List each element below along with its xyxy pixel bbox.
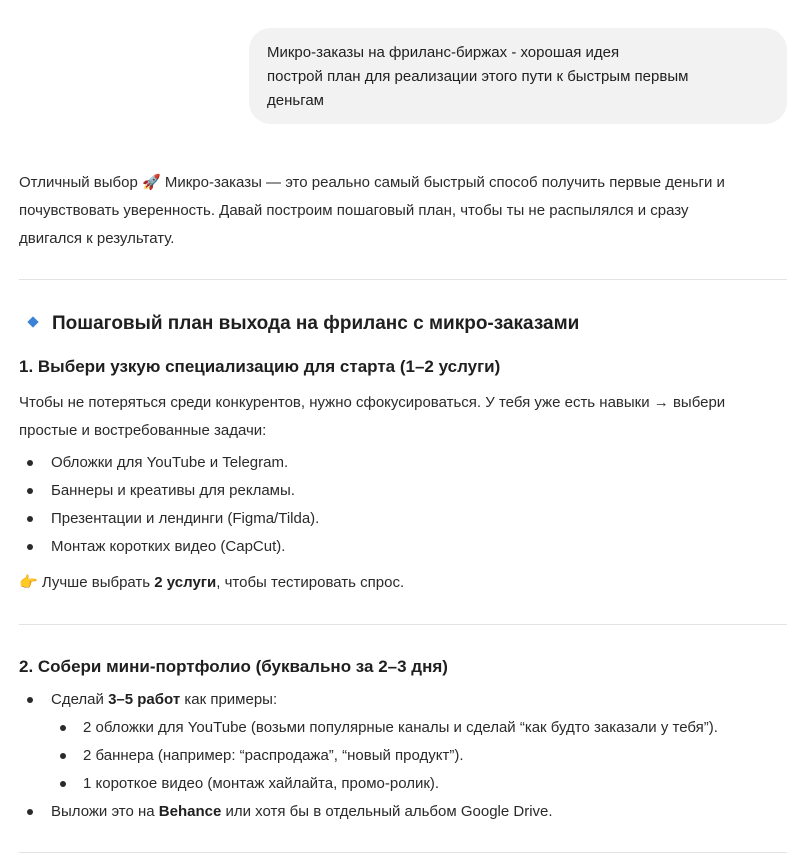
intro-text: Отличный выбор [19,174,138,191]
divider [19,279,787,280]
user-message-line: построй план для реализации этого пути к быстрым первым [267,68,689,85]
tip-text: , чтобы тестировать спрос. [216,574,405,591]
list-item [51,798,553,826]
bullet-icon [60,781,66,787]
step1-title: 1. Выбери узкую специализацию для старта (1–2 услуги) [19,357,501,376]
step2-title: 2. Собери мини-портфолио (буквально за 2–3 дня) [19,657,448,676]
intro-paragraph [19,168,725,253]
intro-text: двигался к результату. [19,230,175,247]
bullet-icon [27,488,33,494]
bullet-icon [27,516,33,522]
divider [19,624,787,625]
list-item-text: как примеры: [184,691,278,708]
step1-description [19,389,725,445]
list-item: Обложки для YouTube и Telegram. [51,454,289,471]
bullet-icon [27,697,33,703]
tip-text: Лучше выбрать [41,574,151,591]
tip-bold: 2 услуги [154,574,217,591]
bullet-icon [60,725,66,731]
list-item-text: Выложи это на [51,803,155,820]
intro-text: почувствовать уверенность. Давай построим пошаговый план, чтобы ты не распылялся и сразу [19,202,689,219]
sub-list-item: 2 баннера (например: “распродажа”, “новый продукт”). [83,747,464,764]
sub-list-item: 2 обложки для YouTube (возьми популярные каналы и сделай “как будто заказали у тебя”). [83,719,718,736]
bullet-icon [27,460,33,466]
user-message-bubble [249,28,787,124]
intro-text: Микро-заказы — это реально самый быстрый способ получить первые деньги и [164,174,725,191]
user-message-line: Микро-заказы на фриланс-биржах - хорошая идея [267,44,620,61]
list-item: Баннеры и креативы для рекламы. [51,482,295,499]
list-item [51,686,277,714]
sub-list-item: 1 короткое видео (монтаж хайлайта, промо-ролик). [83,775,440,792]
list-item-text: Сделай [51,691,104,708]
blue-diamond-icon [27,317,38,328]
list-item-text: или хотя бы в отдельный альбом Google Drive. [225,803,553,820]
plan-heading [25,310,579,338]
bullet-icon [27,809,33,815]
pointing-hand-icon: 👉 [19,573,38,591]
list-item: Монтаж коротких видео (CapCut). [51,538,286,555]
bullet-icon [60,753,66,759]
list-item-bold: 3–5 работ [108,691,181,708]
plan-heading-text: Пошаговый план выхода на фриланс с микро-заказами [52,313,580,334]
list-item: Презентации и лендинги (Figma/Tilda). [51,510,320,527]
step1-desc-line: Чтобы не потеряться среди конкурентов, нужно сфокусироваться. У тебя уже есть навыки → выбери [19,394,726,411]
step1-tip [19,568,404,597]
divider [19,852,787,853]
step1-desc-line: простые и востребованные задачи: [19,422,267,439]
bullet-icon [27,544,33,550]
rocket-icon: 🚀 [141,173,161,191]
list-item-bold: Behance [158,803,222,820]
user-message-line: деньгам [267,92,324,109]
